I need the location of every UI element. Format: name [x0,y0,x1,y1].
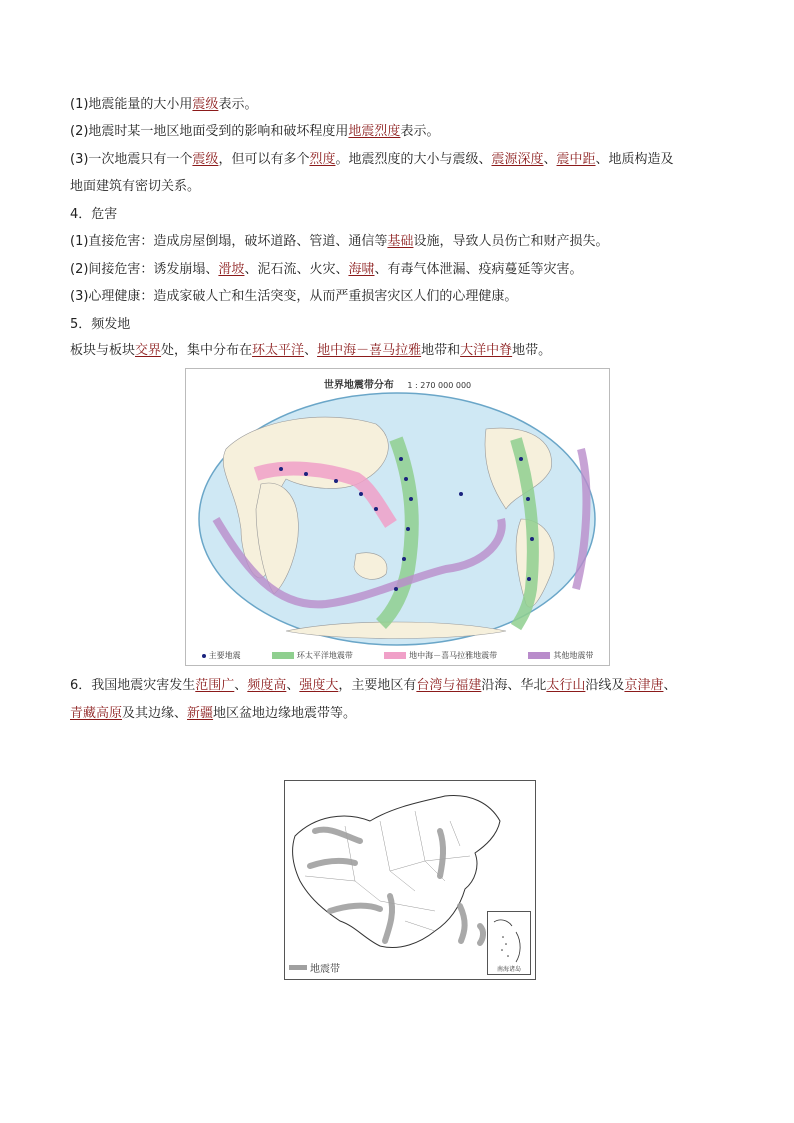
text: (2)间接危害：诱发崩塌、 [70,262,219,277]
paragraph-direct-hazard [70,233,608,251]
keyword: 台湾与福建 [416,678,482,693]
paragraph-indirect-hazard [70,261,582,279]
inset-label: 南海诸岛 [496,966,521,973]
legend-item-major-quake [202,650,241,661]
text: 、 [663,678,677,693]
text: 沿线及 [585,678,625,693]
world-map-legend [186,650,609,661]
paragraph-intensity [70,123,439,141]
keyword: 京津唐 [624,678,664,693]
heading-hazards [70,206,117,224]
text: 板块与板块 [70,343,136,358]
keyword: 震级 [192,97,219,112]
keyword: 烈度 [309,152,336,167]
text: ，主要地区有 [338,678,417,693]
legend-label: 主要地震 [208,651,241,660]
china-earthquake-map [284,780,536,980]
dot-icon [202,654,206,658]
china-map-legend [289,960,340,975]
keyword: 太行山 [546,678,586,693]
keyword: 环太平洋 [252,343,305,358]
text: 、有毒气体泄漏、疫病蔓延等灾害。 [374,262,583,277]
south-china-sea-inset [487,911,531,975]
text: 处，集中分布在 [161,343,253,358]
heading-frequent-areas [70,316,130,334]
keyword: 新疆 [187,706,214,721]
keyword: 频度高 [247,678,287,693]
swatch-icon [289,965,307,970]
keyword: 基础 [387,234,414,249]
text: 、 [304,343,318,358]
text: 、 [286,678,300,693]
legend-item-mediterranean [384,650,497,661]
text: (2)地震时某一地区地面受到的影响和破坏程度用 [70,124,349,139]
keyword: 震源深度 [491,152,544,167]
swatch-icon [272,652,294,659]
keyword: 大洋中脊 [460,343,513,358]
text: 及其边缘、 [122,706,188,721]
legend-label: 地中海－喜马拉雅地震带 [409,651,498,660]
text: 地带。 [512,343,552,358]
text: 、泥石流、火灾、 [244,262,349,277]
text: (3)心理健康：造成家破人亡和生活突变，从而严重损害灾区人们的心理健康。 [70,289,518,304]
keyword: 震中距 [556,152,596,167]
paragraph-china-quakes-cont [70,705,356,723]
paragraph-china-quakes [70,677,676,695]
paragraph-relation [70,151,674,169]
keyword: 强度大 [299,678,339,693]
paragraph-plates [70,342,551,360]
swatch-icon [384,652,406,659]
text: ，但可以有多个 [218,152,310,167]
text: 设施，导致人员伤亡和财产损失。 [413,234,609,249]
keyword: 地中海－喜马拉雅 [317,343,422,358]
china-outline [293,795,500,947]
paragraph-relation-cont [70,178,200,196]
text: 地区盆地边缘地震带等。 [213,706,357,721]
world-map-graphic [186,369,609,665]
legend-item-other [528,650,593,661]
text: 、地质构造及 [595,152,674,167]
world-earthquake-map [185,368,610,666]
keyword: 范围广 [195,678,235,693]
text: (1)直接危害：造成房屋倒塌，破坏道路、管道、通信等 [70,234,388,249]
text: 。地震烈度的大小与震级、 [335,152,492,167]
paragraph-psych [70,288,517,306]
keyword: 地震烈度 [348,124,401,139]
legend-item-pacific [272,650,353,661]
text: (1)地震能量的大小用 [70,97,193,112]
text: 表示。 [400,124,440,139]
text: 地带和 [421,343,461,358]
text: 表示。 [218,97,258,112]
legend-label: 其他地震带 [553,651,594,660]
text: 4．危害 [70,207,118,222]
map-scale: 1 : 270 000 000 [407,381,472,390]
text: 6．我国地震灾害发生 [70,678,196,693]
text: 5．频发地 [70,317,131,332]
keyword: 青藏高原 [70,706,123,721]
text: 、 [234,678,248,693]
legend-label: 环太平洋地震带 [296,651,353,660]
legend-label: 地震带 [310,964,340,975]
text: 、 [543,152,557,167]
text: 沿海、华北 [481,678,547,693]
keyword: 震级 [192,152,219,167]
paragraph-magnitude [70,96,257,114]
map-title-text: 世界地震带分布 [323,380,394,391]
keyword: 海啸 [348,262,375,277]
text: 地面建筑有密切关系。 [70,179,201,194]
text: (3)一次地震只有一个 [70,152,193,167]
keyword: 滑坡 [218,262,245,277]
keyword: 交界 [135,343,162,358]
swatch-icon [528,652,550,659]
